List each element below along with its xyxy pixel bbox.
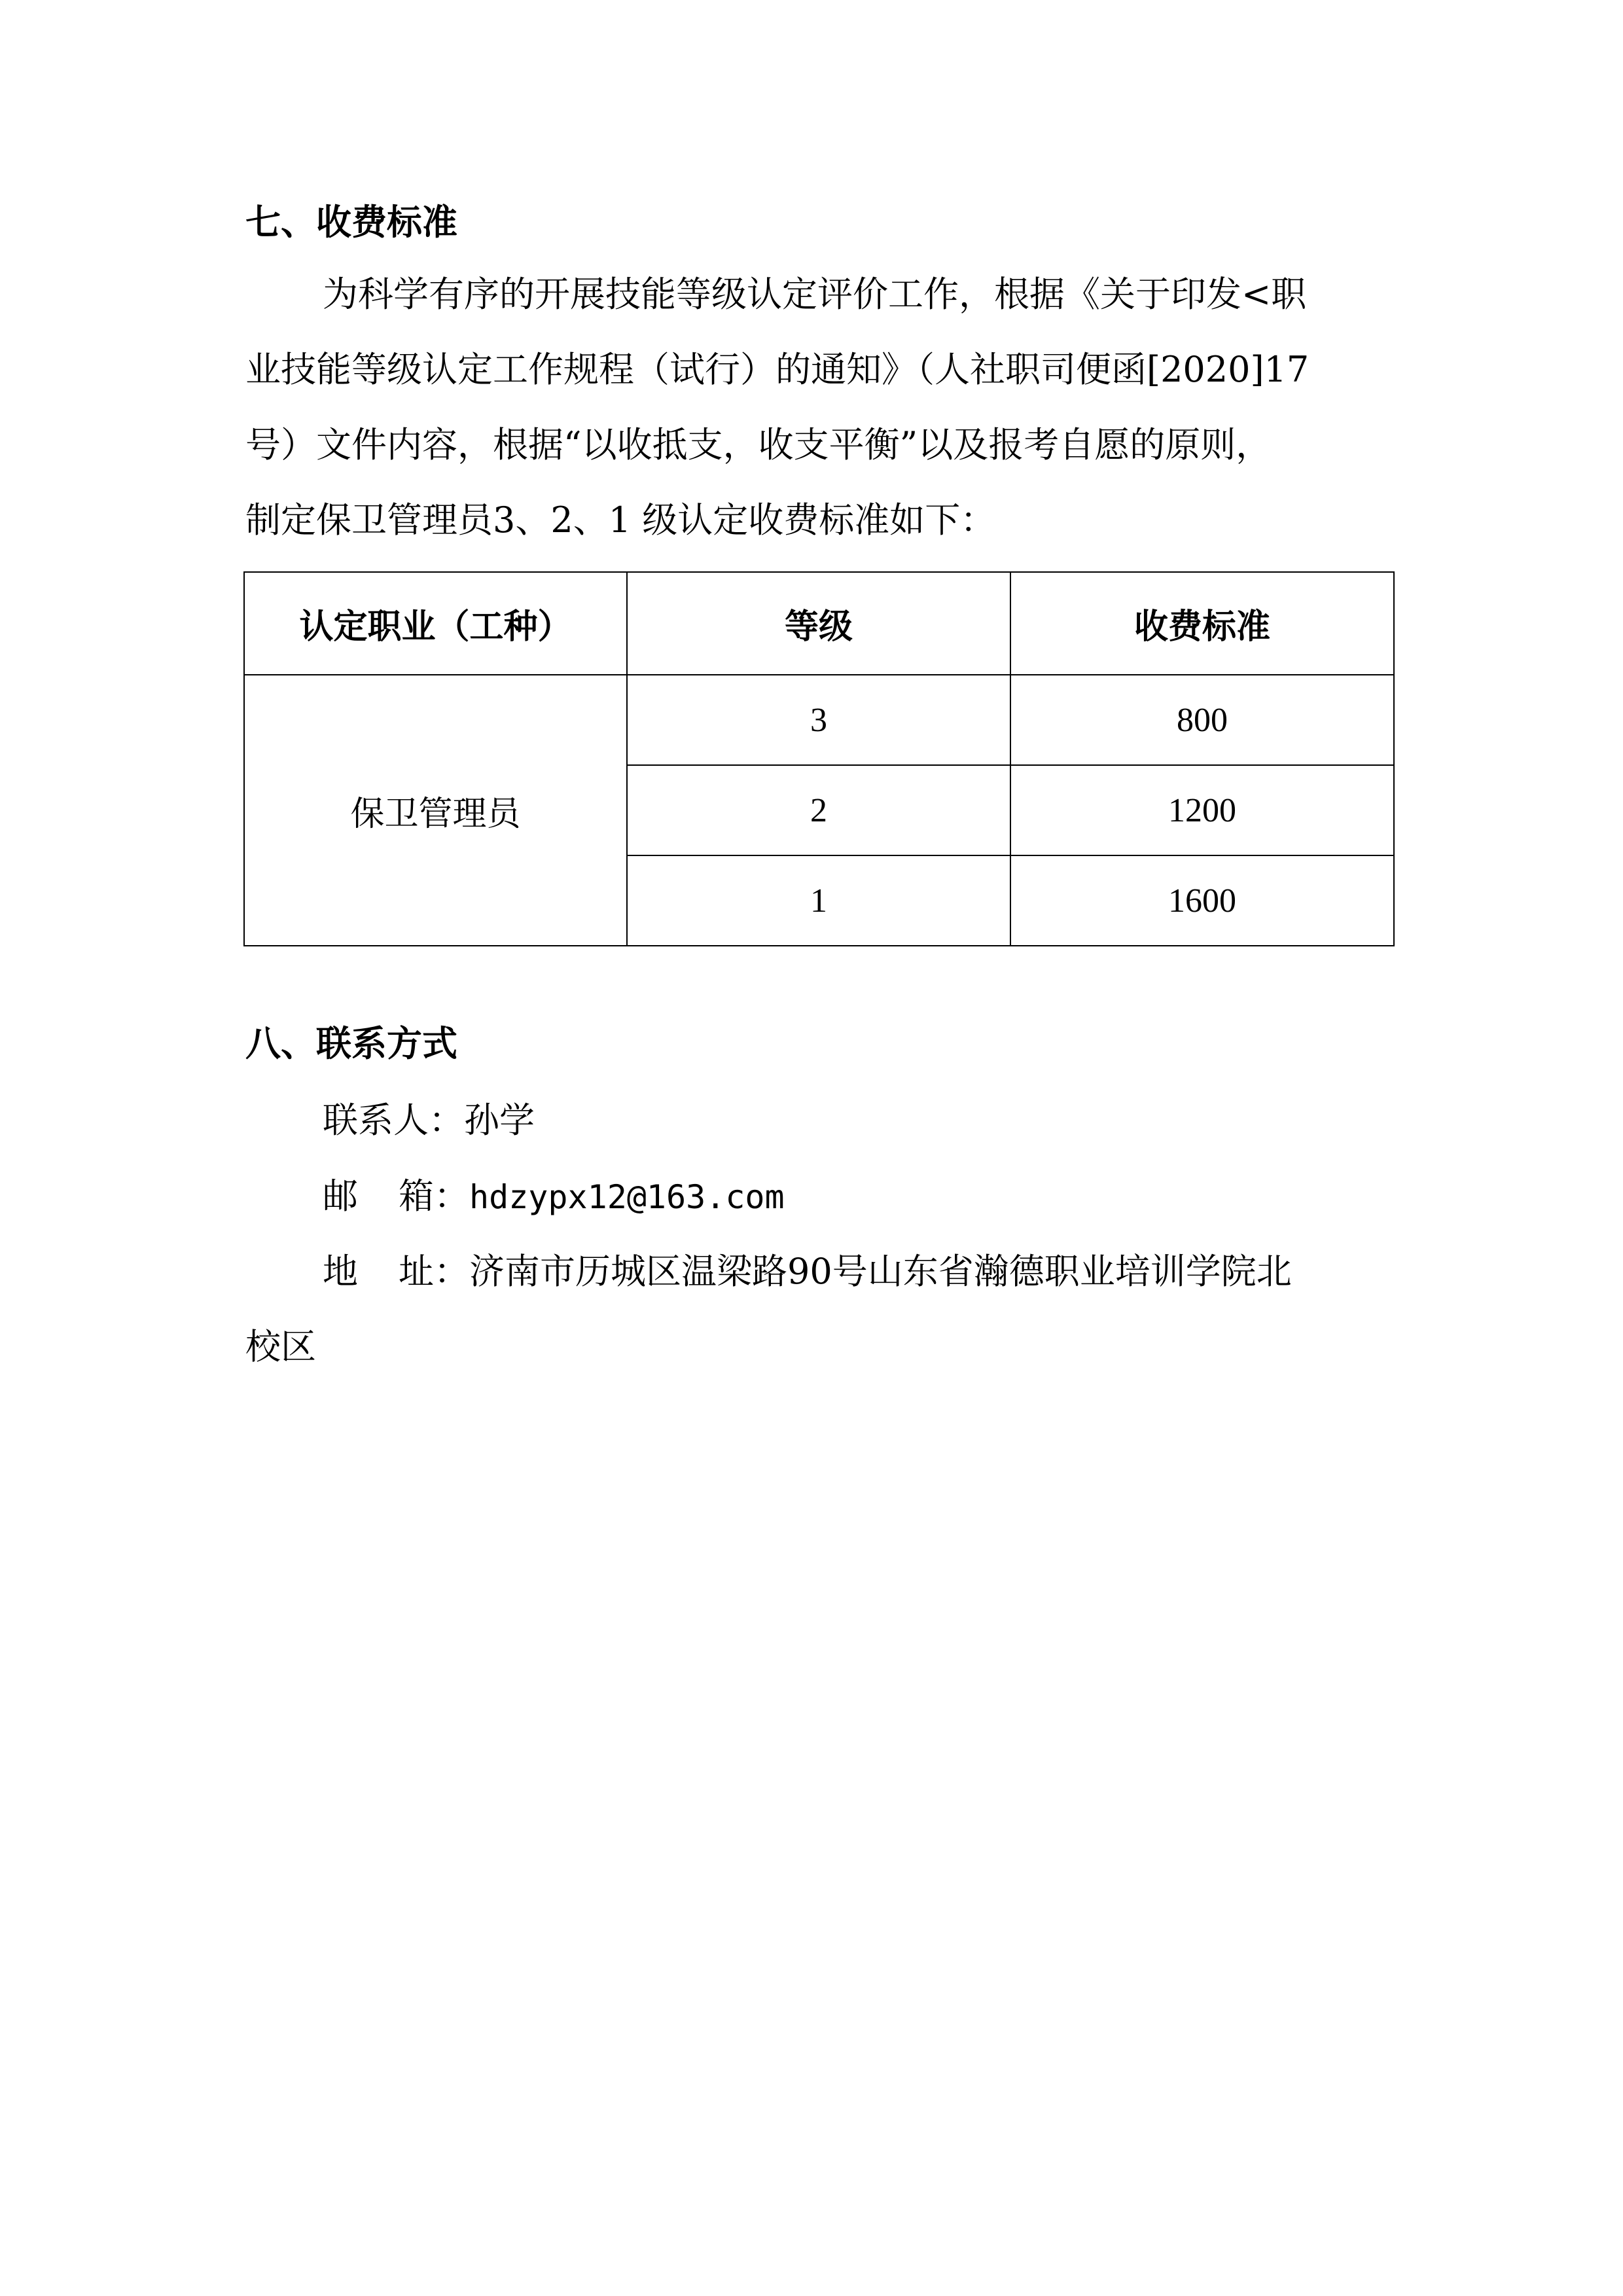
fee-cell: 1200 (1010, 765, 1394, 855)
email-label-second: 箱： (399, 1175, 469, 1217)
section-7-heading: 七、收费标准 (245, 202, 457, 243)
email-address: hdzypx12@163.com (469, 1178, 785, 1216)
header-level: 等级 (627, 572, 1010, 675)
contact-person-name: 孙学 (464, 1100, 535, 1141)
header-occupation: 认定职业（工种） (244, 572, 627, 675)
header-fee: 收费标准 (1010, 572, 1394, 675)
table-row (244, 675, 1394, 765)
fee-cell: 800 (1010, 675, 1394, 765)
paragraph-line: 业技能等级认定工作规程（试行）的通知》（人社职司便函[2020]17 (245, 349, 1310, 390)
paragraph-line: 制定保卫管理员3、2、1 级认定收费标准如下： (245, 499, 996, 541)
address-line (323, 1249, 1292, 1295)
contact-person-label: 联系人： (323, 1100, 464, 1141)
fee-standard-table (243, 571, 1395, 946)
fee-cell: 1600 (1010, 855, 1394, 946)
section-8-heading: 八、联系方式 (245, 1023, 457, 1064)
email-line (323, 1174, 785, 1220)
table-header-row (244, 572, 1394, 675)
contact-person-line (323, 1098, 535, 1143)
paragraph-line: 为科学有序的开展技能等级认定评价工作，根据《关于印发<职 (323, 274, 1307, 315)
paragraph-line: 号）文件内容，根据“以收抵支，收支平衡”以及报考自愿的原则， (245, 424, 1272, 465)
address-label-first: 地 (323, 1251, 358, 1292)
address-label-second: 址： (399, 1251, 469, 1292)
address-continuation: 校区 (245, 1326, 316, 1367)
level-cell: 2 (627, 765, 1010, 855)
level-cell: 1 (627, 855, 1010, 946)
occupation-cell: 保卫管理员 (244, 675, 627, 946)
level-cell: 3 (627, 675, 1010, 765)
email-label-first: 邮 (323, 1175, 358, 1217)
address-text: 济南市历城区温梁路90号山东省瀚德职业培训学院北 (469, 1251, 1292, 1292)
